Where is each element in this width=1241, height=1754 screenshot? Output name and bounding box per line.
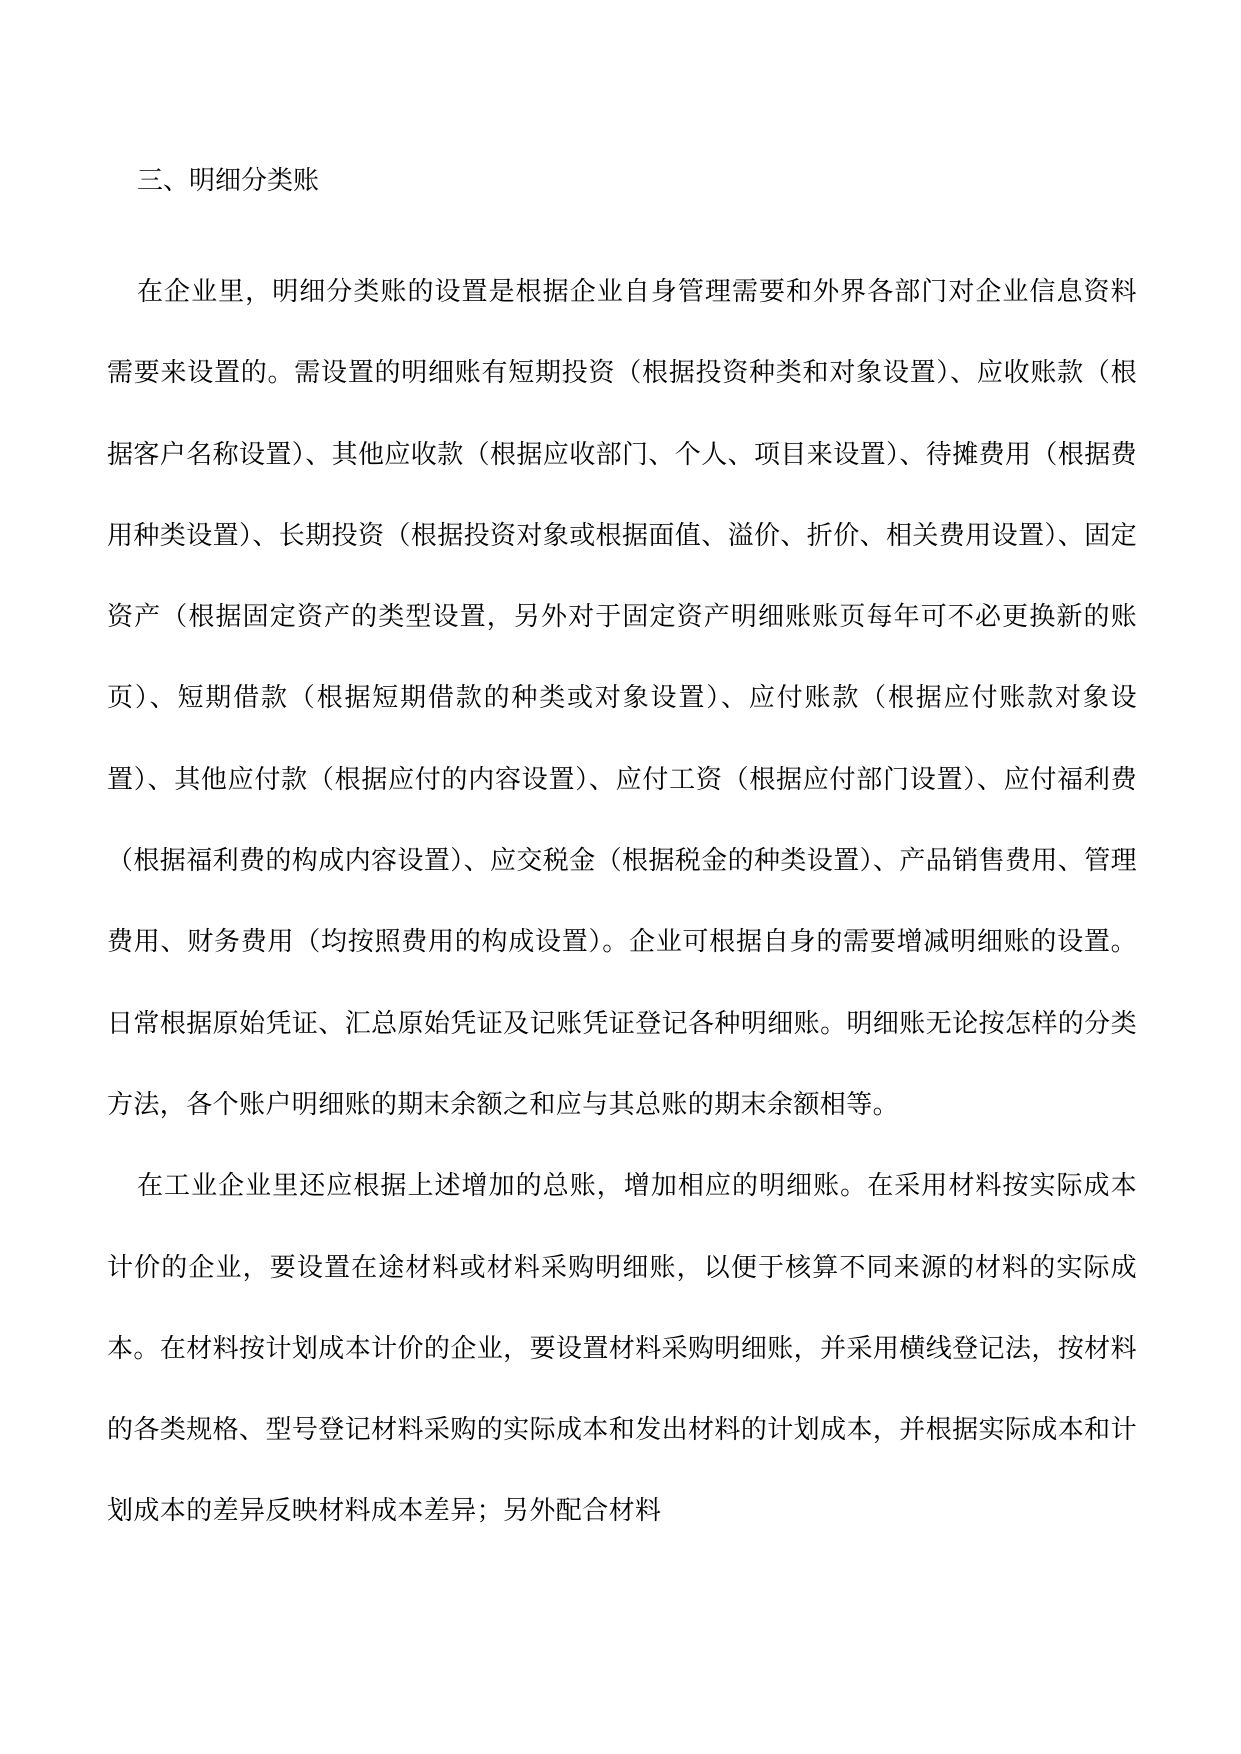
paragraph-industrial-enterprise-ledger: 在工业企业里还应根据上述增加的总账，增加相应的明细账。在采用材料按实际成本计价的企业，要设置在途材料或材料采购明细账，以便于核算不同来源的材料的实际成本。在材料按计划成本计价的企业，要设置材料采购明细账，并采用横线登记法，按材料的各类规格、型号登记材料采购的实际成本和发出材料的计划成本，并根据实际成本和计划成本的差异反映材料成本差异；另外配合材料: [107, 1171, 1137, 1527]
paragraph-subsidiary-ledger-setup: 在企业里，明细分类账的设置是根据企业自身管理需要和外界各部门对企业信息资料需要来设置的。需设置的明细账有短期投资（根据投资种类和对象设置）、应收账款（根据客户名称设置）、其他应收款（根据应收部门、个人、项目来设置）、待摊费用（根据费用种类设置）、长期投资（根据投资对象或根据面值、溢价、折价、相关费用设置）、固定资产（根据固定资产的类型设置，另外对于固定资产明细账账页每年可不必更换新的账页）、短期借款（根据短期借款的种类或对象设置）、应付账款（根据应付账款对象设置）、其他应付款（根据应付的内容设置）、应付工资（根据应付部门设置）、应付福利费（根据福利费的构成内容设置）、应交税金（根据税金的种类设置）、产品销售费用、管理费用、财务费用（均按照费用的构成设置）。企业可根据自身的需要增减明细账的设置。日常根据原始凭证、汇总原始凭证及记账凭证登记各种明细账。明细账无论按怎样的分类方法，各个账户明细账的期末余额之和应与其总账的期末余额相等。: [107, 277, 1138, 1120]
document-body: [107, 166, 1137, 1553]
section-heading: 三、明细分类账: [137, 166, 320, 196]
